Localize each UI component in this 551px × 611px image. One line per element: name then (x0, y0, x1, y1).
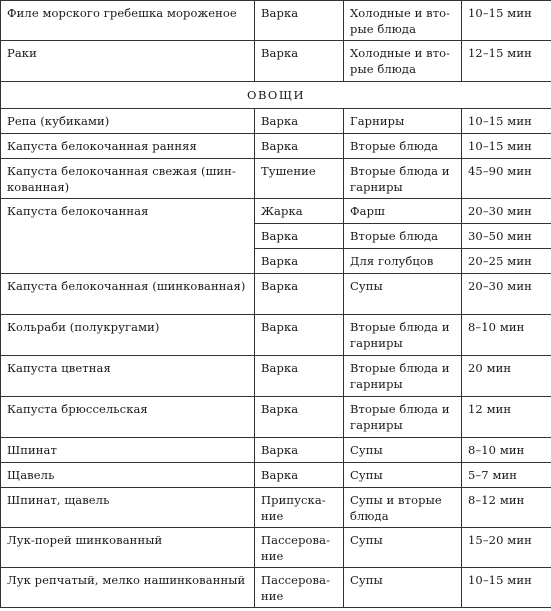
method-cell: Варка (255, 356, 344, 397)
dish-cell: Вторые блюда (344, 134, 462, 159)
method-cell: Припуска-ние (255, 488, 344, 528)
time-cell: 12 мин (462, 397, 551, 438)
method-cell: Варка (255, 1, 344, 41)
dish-cell: Вторые блюда (344, 224, 462, 249)
table-row (1, 397, 551, 438)
time-cell: 10–15 мин (462, 109, 551, 134)
dish-cell: Супы (344, 438, 462, 463)
method-cell: Варка (255, 134, 344, 159)
method-cell: Варка (255, 249, 344, 274)
product-cell: Лук репчатый, мелко нашинкованный (1, 568, 255, 608)
method-cell: Пассерова-ние (255, 568, 344, 608)
dish-cell: Холодные и вто-рые блюда (344, 41, 462, 82)
time-cell: 20–30 мин (462, 199, 551, 224)
method-cell: Варка (255, 224, 344, 249)
table-body (1, 1, 551, 608)
table-row (1, 1, 551, 41)
dish-cell: Супы (344, 568, 462, 608)
table-row (1, 134, 551, 159)
method-cell: Варка (255, 463, 344, 488)
table-row (1, 41, 551, 82)
time-cell: 15–20 мин (462, 528, 551, 568)
dish-cell: Гарниры (344, 109, 462, 134)
dish-cell: Супы (344, 528, 462, 568)
method-cell: Варка (255, 438, 344, 463)
table-row (1, 315, 551, 356)
product-cell: Кольраби (полукругами) (1, 315, 255, 356)
product-cell: Репа (кубиками) (1, 109, 255, 134)
table-row (1, 274, 551, 315)
product-cell: Щавель (1, 463, 255, 488)
method-cell: Варка (255, 274, 344, 315)
table-row (1, 463, 551, 488)
table-row (1, 528, 551, 568)
method-cell: Варка (255, 315, 344, 356)
time-cell: 5–7 мин (462, 463, 551, 488)
product-cell: Капуста белокочанная (1, 199, 255, 274)
time-cell: 10–15 мин (462, 568, 551, 608)
product-cell: Капуста цветная (1, 356, 255, 397)
time-cell: 30–50 мин (462, 224, 551, 249)
product-cell: Капуста брюссельская (1, 397, 255, 438)
dish-cell: Для голубцов (344, 249, 462, 274)
time-cell: 20 мин (462, 356, 551, 397)
dish-cell: Холодные и вто-рые блюда (344, 1, 462, 41)
method-cell: Варка (255, 109, 344, 134)
time-cell: 12–15 мин (462, 41, 551, 82)
product-cell: Шпинат (1, 438, 255, 463)
time-cell: 8–12 мин (462, 488, 551, 528)
table-row (1, 159, 551, 199)
table-row (1, 356, 551, 397)
method-cell: Варка (255, 41, 344, 82)
table-row (1, 199, 551, 224)
method-cell: Пассерова-ние (255, 528, 344, 568)
dish-cell: Вторые блюда и гарниры (344, 397, 462, 438)
method-cell: Тушение (255, 159, 344, 199)
table-row (1, 109, 551, 134)
dish-cell: Вторые блюда и гарниры (344, 159, 462, 199)
time-cell: 45–90 мин (462, 159, 551, 199)
method-cell: Жарка (255, 199, 344, 224)
method-cell: Варка (255, 397, 344, 438)
product-cell: Лук-порей шинкованный (1, 528, 255, 568)
dish-cell: Вторые блюда и гарниры (344, 315, 462, 356)
time-cell: 20–25 мин (462, 249, 551, 274)
product-cell: Капуста белокочанная ранняя (1, 134, 255, 159)
time-cell: 10–15 мин (462, 134, 551, 159)
section-header-row (1, 82, 551, 109)
product-cell: Филе морского гребешка мороженое (1, 1, 255, 41)
dish-cell: Супы (344, 274, 462, 315)
product-cell: Капуста белокочанная (шинкованная) (1, 274, 255, 315)
product-cell: Шпинат, щавель (1, 488, 255, 528)
table-row (1, 568, 551, 608)
section-title: ОВОЩИ (1, 82, 551, 109)
dish-cell: Супы и вторые блюда (344, 488, 462, 528)
table-row (1, 438, 551, 463)
time-cell: 10–15 мин (462, 1, 551, 41)
time-cell: 20–30 мин (462, 274, 551, 315)
product-cell: Раки (1, 41, 255, 82)
time-cell: 8–10 мин (462, 315, 551, 356)
time-cell: 8–10 мин (462, 438, 551, 463)
dish-cell: Фарш (344, 199, 462, 224)
table-row (1, 488, 551, 528)
dish-cell: Вторые блюда и гарниры (344, 356, 462, 397)
dish-cell: Супы (344, 463, 462, 488)
product-cell: Капуста белокочанная свежая (шин-кованная) (1, 159, 255, 199)
